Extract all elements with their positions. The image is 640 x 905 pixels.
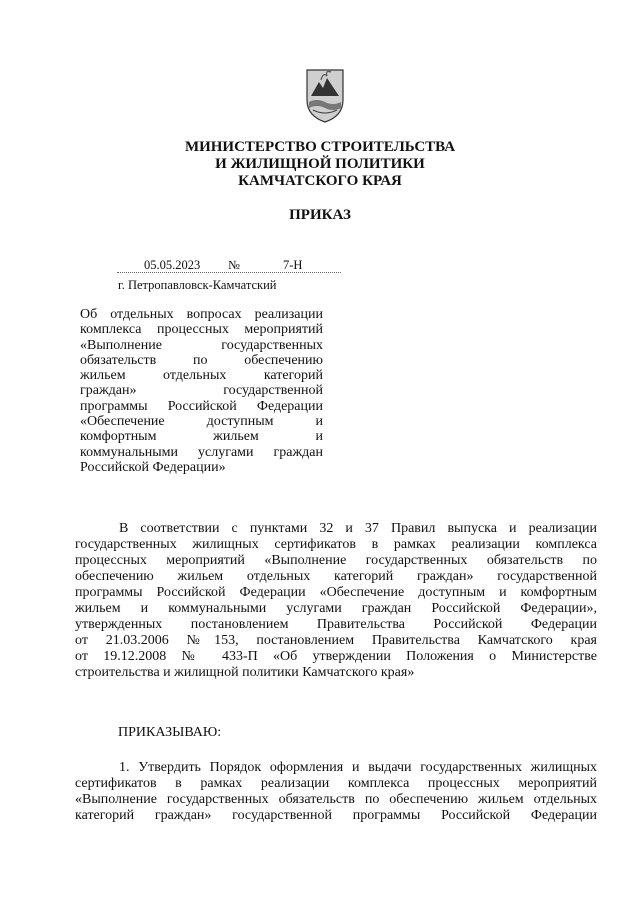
order-subject — [80, 307, 323, 475]
paragraph-line: процессных мероприятий «Выполнение государственных обязательств по — [75, 553, 597, 568]
city: г. Петропавловск-Камчатский — [118, 278, 277, 292]
subject-line: жильем отдельных категорий — [80, 368, 323, 384]
document-type: ПРИКАЗ — [289, 207, 351, 223]
paragraph-line: В соответствии с пунктами 32 и 37 Правил выпуска и реализации — [119, 521, 597, 536]
subject-line: граждан» государственной — [80, 383, 323, 399]
subject-line: «Обеспечение доступным и — [80, 414, 323, 430]
paragraph-line: жильем и коммунальными услугами граждан Российской Федерации», — [75, 601, 597, 616]
registration-line — [117, 258, 341, 273]
ministry-line: МИНИСТЕРСТВО СТРОИТЕЛЬСТВА — [184, 139, 456, 155]
ministry-name — [0, 139, 640, 190]
paragraph-line: от 21.03.2006 №153, постановлением Правительства Камчатского края — [75, 633, 597, 648]
subject-line: коммунальными услугами граждан — [80, 444, 323, 460]
subject-line: Об отдельных вопросах реализации — [80, 307, 323, 322]
paragraph-line: обеспечению жильем отдельных категорий граждан» государственной — [75, 569, 597, 584]
order-date: 05.05.2023 — [144, 258, 201, 272]
subject-line: обязательств по обеспечению — [80, 352, 323, 368]
paragraph-line: 1. Утвердить Порядок оформления и выдачи государственных жилищных — [119, 760, 597, 775]
paragraph-line: строительства и жилищной политики Камчатского края» — [75, 665, 415, 680]
subject-line: программы Российской Федерации — [80, 398, 323, 414]
paragraph-line: «Выполнение государственных обязательств по обеспечению жильем отдельных — [75, 792, 597, 807]
paragraph-line: государственных жилищных сертификатов в рамках реализации комплекса — [75, 537, 597, 552]
order-number: 7-Н — [283, 258, 303, 272]
paragraph-line: категорий граждан» государственной программы Российской Федерации — [75, 808, 597, 823]
paragraph-line: программы Российской Федерации «Обеспечение доступным и комфортным — [75, 585, 597, 600]
paragraph-line: от 19.12.2008 № 433-П «Об утверждении Положения о Министерстве — [75, 649, 597, 664]
item-1-paragraph — [75, 760, 597, 824]
subject-line: комплекса процессных мероприятий — [80, 322, 323, 338]
preamble-paragraph — [75, 521, 597, 681]
ministry-line: КАМЧАТСКОГО КРАЯ — [238, 173, 402, 189]
order-directive: ПРИКАЗЫВАЮ: — [118, 725, 222, 740]
subject-line: комфортным жильем и — [80, 429, 323, 445]
number-sign: № — [228, 258, 240, 272]
subject-line: Российской Федерации» — [80, 459, 226, 475]
coat-of-arms-emblem — [301, 66, 349, 124]
ministry-line: И ЖИЛИЩНОЙ ПОЛИТИКИ — [215, 156, 425, 172]
subject-line: «Выполнение государственных — [80, 337, 323, 353]
paragraph-line: утвержденных постановлением Правительства Российской Федерации — [75, 617, 597, 632]
paragraph-line: сертификатов в рамках реализации комплекса процессных мероприятий — [75, 776, 597, 791]
